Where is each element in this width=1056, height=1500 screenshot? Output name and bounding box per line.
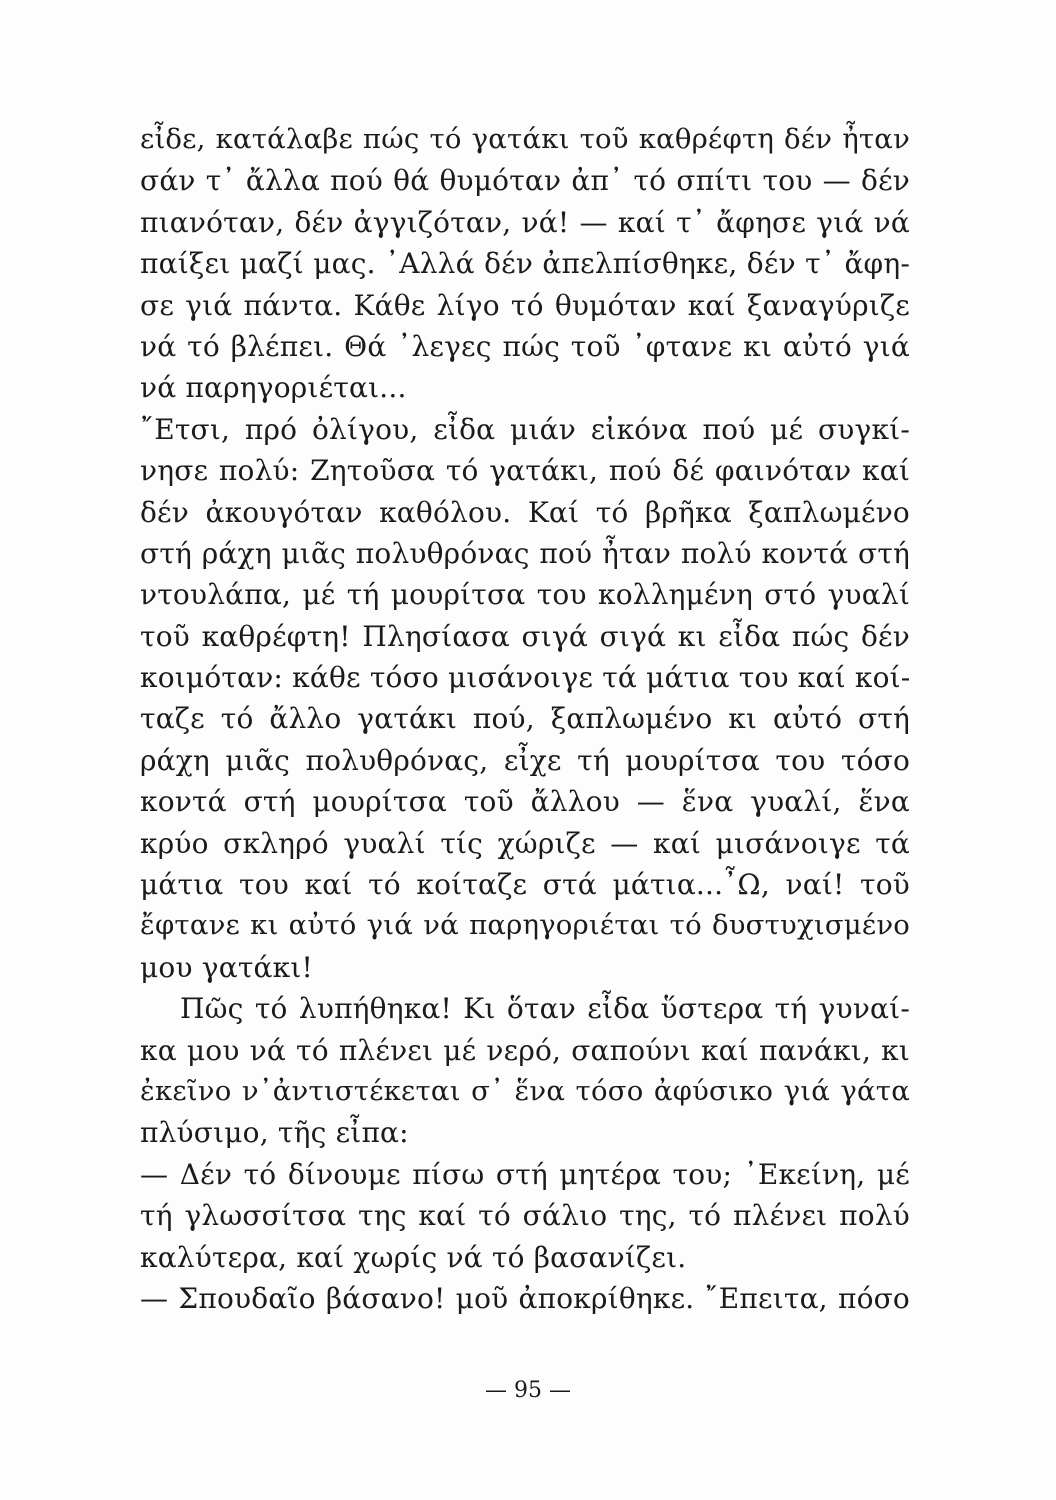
text-line: δέν ἀκουγόταν καθόλου. Καί τό βρῆκα ξαπλωμένο: [140, 495, 910, 529]
text-line: Πῶς τό λυπήθηκα! Κι ὅταν εἶδα ὕστερα τή γυναί-: [180, 992, 910, 1026]
text-line: κα μου νά τό πλένει μέ νερό, σαπούνι καί πανάκι, κι: [140, 1033, 910, 1067]
text-line: σάν τ᾽ ἄλλα πού θά θυμόταν ἀπ᾽ τό σπίτι του — δέν: [140, 164, 910, 198]
text-line: ράχη μιᾶς πολυθρόνας, εἶχε τή μουρίτσα του τόσο: [140, 743, 910, 777]
text-line: νά παρηγοριέται...: [140, 371, 407, 405]
text-line: κοιμόταν: κάθε τόσο μισάνοιγε τά μάτια του καί κοί-: [140, 661, 911, 695]
text-line: τοῦ καθρέφτη! Πλησίασα σιγά σιγά κι εἶδα πώς δέν: [140, 619, 910, 653]
text-line: μου γατάκι!: [140, 950, 313, 984]
text-line: ἔφτανε κι αὐτό γιά νά παρηγοριέται τό δυστυχισμένο: [140, 909, 910, 942]
text-line: τή γλωσσίτσα της καί τό σάλιο της, τό πλένει πολύ: [140, 1199, 910, 1233]
text-line: πιανόταν, δέν ἀγγιζόταν, νά! — καί τ᾽ ἄφησε γιά νά: [140, 205, 910, 239]
text-line: ἐκεῖνο ν᾽ἀντιστέκεται σ᾽ ἕνα τόσο ἀφύσικο γιά γάτα: [140, 1074, 910, 1107]
text-line: σε γιά πάντα. Κάθε λίγο τό θυμόταν καί ξαναγύριζε: [140, 288, 910, 322]
text-line: — Δέν τό δίνουμε πίσω στή μητέρα του; ᾽Εκείνη, μέ: [140, 1157, 910, 1191]
text-line: — Σπουδαῖο βάσανο! μοῦ ἀποκρίθηκε. ῎Επειτα, πόσο: [140, 1281, 910, 1315]
text-line: κρύο σκληρό γυαλί τίς χώριζε — καί μισάνοιγε τά: [140, 826, 910, 860]
text-line: στή ράχη μιᾶς πολυθρόνας πού ἦταν πολύ κοντά στή: [140, 536, 910, 570]
text-line: ντουλάπα, μέ τή μουρίτσα του κολλημένη στό γυαλί: [140, 578, 910, 612]
text-line: παίξει μαζί μας. ᾽Αλλά δέν ἀπελπίσθηκε, δέν τ᾽ ἄφη-: [140, 247, 910, 281]
body-text: [140, 119, 910, 1319]
text-line: καλύτερα, καί χωρίς νά τό βασανίζει.: [140, 1240, 687, 1274]
text-line: ταζε τό ἄλλο γατάκι πού, ξαπλωμένο κι αὐτό στή: [140, 702, 910, 736]
text-line: ῎Ετσι, πρό ὀλίγου, εἶδα μιάν εἰκόνα πού μέ συγκί-: [140, 412, 910, 446]
text-line: κοντά στή μουρίτσα τοῦ ἄλλου — ἕνα γυαλί, ἕνα: [140, 785, 910, 819]
text-line: νά τό βλέπει. Θά ᾽λεγες πώς τοῦ ᾽φτανε κι αὐτό γιά: [140, 329, 910, 363]
text-line: μάτια του καί τό κοίταζε στά μάτια...῏Ω, ναί! τοῦ: [140, 868, 910, 902]
text-line: εἶδε, κατάλαβε πώς τό γατάκι τοῦ καθρέφτη δέν ἦταν: [140, 123, 910, 155]
page-number: — 95 —: [485, 1378, 571, 1403]
text-line: πλύσιμο, τῆς εἶπα:: [140, 1116, 409, 1150]
text-line: νησε πολύ: Ζητοῦσα τό γατάκι, πού δέ φαινόταν καί: [140, 454, 910, 488]
